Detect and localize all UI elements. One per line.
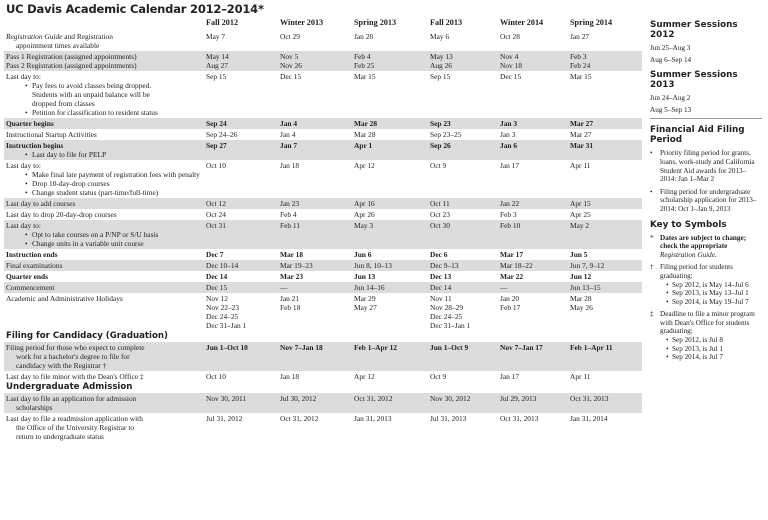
table-row (4, 282, 642, 293)
date-cell: Mar 18–22 (498, 260, 568, 271)
date-cell: Jun 8, 10–13 (352, 260, 428, 271)
section-heading: Filing for Candidacy (Graduation) (4, 331, 642, 342)
table-row (4, 342, 642, 371)
header-row (4, 16, 642, 31)
date-cell: Jun 13–15 (568, 282, 642, 293)
key-list (650, 234, 762, 362)
date-cell: Mar 15 (354, 72, 376, 81)
page-title: UC Davis Academic Calendar 2012–2014* (6, 2, 264, 16)
date-cell: Mar 15 (570, 72, 592, 81)
date-cell: Oct 31, 2012 (280, 414, 319, 423)
row-label (4, 51, 204, 71)
date-cell: Apr 1 (352, 140, 428, 160)
table-row (4, 271, 642, 282)
summer-2012-heading: Summer Sessions 2012 (650, 20, 738, 40)
date-cell: Jun 1–Oct 10 (204, 342, 278, 371)
date-cell: Feb 1–Apr 11 (568, 342, 642, 371)
row-label (4, 31, 204, 51)
row-label: Quarter begins (4, 118, 204, 129)
list-item: • Change units in a variable unit course (32, 239, 202, 248)
date-cell: Jun 6 (354, 250, 372, 259)
date-cell: Nov 12 Nov 22–23 Dec 24–25 Dec 31–Jan 1 (206, 294, 247, 330)
date-cell: Mar 22 (500, 272, 524, 281)
date-cell: Jan 21 Feb 18 (280, 294, 301, 312)
row-label: Last day to file an application for admission scholarships (4, 393, 204, 413)
date-cell: Jan 23 (278, 198, 352, 209)
table-row (4, 51, 642, 71)
date-cell: Oct 12 (204, 198, 278, 209)
date-cell: Jan 17 (500, 161, 520, 170)
bullet-list (6, 230, 202, 248)
date-cell: Mar 27 (570, 130, 592, 139)
list-item: • Change student status (part-time/full-time) (32, 188, 202, 197)
term-header: Fall 2012 (206, 18, 239, 27)
date-cell: — (278, 282, 352, 293)
sidebar (650, 20, 762, 368)
list-item: • Make final late payment of registration fees with penalty (32, 170, 202, 179)
summer-session: Aug 5–Sep 13 (650, 105, 692, 114)
date-cell: Dec 6 (430, 250, 448, 259)
row-label (4, 160, 204, 198)
date-cell: Dec 15 (204, 282, 278, 293)
calendar-table (4, 16, 642, 442)
date-cell: Jan 3 (498, 118, 568, 129)
sub-list (660, 281, 762, 307)
table-row (4, 220, 642, 249)
date-cell: Jan 27 (570, 32, 590, 41)
date-cell: Jan 4 (280, 130, 296, 139)
date-cell: Jan 31, 2013 (354, 414, 392, 423)
date-cell: Sep 26 (428, 140, 498, 160)
date-cell: Apr 12 (354, 161, 375, 170)
row-label: Filing period for those who expect to complete work for a bachelor's degree to file for candidacy with the Registrar † (4, 342, 204, 371)
sub-list (660, 336, 762, 362)
summer-2013-heading: Summer Sessions 2013 (650, 70, 738, 91)
date-cell: Dec 13 (430, 272, 452, 281)
table-row (4, 118, 642, 129)
list-item: • Petition for classification to resident status (32, 108, 202, 117)
row-label-text: Last day to: (6, 72, 41, 81)
date-cell: Sep 24 (204, 118, 278, 129)
date-cell: May 2 (568, 220, 642, 249)
date-cell: Jan 18 (280, 372, 300, 381)
date-cell: Oct 23 (430, 210, 450, 219)
date-cell: Feb 3 (500, 210, 517, 219)
date-cell: Dec 9–13 (428, 260, 498, 271)
row-label-text: Pass 1 Registration (assigned appointments) (6, 52, 137, 61)
date-cell: Jan 18 (280, 161, 300, 170)
list-item: • Priority filing period for grants, loans, work-study and California Student Aid awards for 2013–2014: Jan 1–Mar 2 (650, 149, 755, 184)
summer-session: Jun 24–Aug 2 (650, 94, 691, 103)
date-cell: Dec 10–14 (204, 260, 278, 271)
date-cell: Oct 10 (206, 372, 226, 381)
date-cell: Apr 12 (354, 372, 375, 381)
date-cell: Sep 15 (430, 72, 451, 81)
date-cell: Mar 28 (352, 118, 428, 129)
date-cell: Oct 31, 2013 (568, 393, 642, 413)
date-cell: Mar 17 (500, 250, 524, 259)
date-cell: Oct 10 (206, 161, 226, 170)
term-header: Winter 2014 (500, 18, 544, 27)
date-cell: Feb 11 (278, 220, 352, 249)
key-item-double-dagger: ‡ Deadline to file a minor program with Dean's Office for students graduating: • Sep 2012, is Jul 8 • Sep 2013, is Jul 1 • Sep 2014, is Jul 7 (650, 310, 762, 362)
date-cell: Oct 11 (428, 198, 498, 209)
divider (650, 118, 762, 119)
date-cell: Mar 18 (280, 250, 304, 259)
row-label: Last day to add courses (4, 198, 204, 209)
table-row (4, 249, 642, 260)
date-cell: Oct 31, 2013 (500, 414, 539, 423)
date-cell: Jan 28 (354, 32, 374, 41)
date-cell: — (498, 282, 568, 293)
date-cell: Nov 30, 2012 (428, 393, 498, 413)
date-cell: Sep 23–25 (430, 130, 462, 139)
list-item: • Drop 10-day-drop courses (32, 179, 202, 188)
table-row (4, 371, 642, 382)
date-cell: Jun 12 (570, 272, 592, 281)
date-cell: Apr 26 (354, 210, 375, 219)
date-cell: Nov 5 Nov 26 (278, 51, 352, 71)
row-label: Last day to file a readmission application with the Office of the University Registrar to return to undergraduate status (6, 414, 143, 441)
bullet-list (6, 150, 202, 159)
date-cell: Sep 23 (428, 118, 498, 129)
finaid-heading: Financial Aid Filing Period (650, 125, 745, 146)
date-cell: Mar 28 (354, 130, 376, 139)
list-item: • Sep 2014, is May 19–Jul 7 (666, 298, 762, 307)
table-row (4, 31, 642, 51)
row-label: Instructional Startup Activities (6, 130, 97, 139)
date-cell: Mar 19–23 (278, 260, 352, 271)
table-row (4, 393, 642, 413)
date-cell: Apr 25 (570, 210, 591, 219)
row-label: Academic and Administrative Holidays (6, 294, 123, 303)
date-cell: Jan 4 (278, 118, 352, 129)
list-item: • Last day to file for PELP (32, 150, 202, 159)
list-item: • Sep 2012, is Jul 8 (666, 336, 762, 345)
date-cell: Dec 15 (500, 72, 522, 81)
list-item: • Sep 2013, is May 13–Jul 1 (666, 289, 762, 298)
row-label-text: Instruction begins (6, 141, 64, 150)
date-cell: Oct 29 (280, 32, 300, 41)
date-cell: Jan 22 (498, 198, 568, 209)
guide-title: Registration Guide (6, 32, 63, 41)
row-label-text: Pass 2 Registration (assigned appointments) (6, 61, 137, 70)
date-cell: Jul 31, 2013 (430, 414, 467, 423)
date-cell: Nov 7–Jan 17 (498, 342, 568, 371)
date-cell: Jul 29, 2013 (498, 393, 568, 413)
row-label: Last day to drop 20-day-drop courses (6, 210, 117, 219)
date-cell: Jun 1–Oct 9 (428, 342, 498, 371)
date-cell: May 7 (206, 32, 226, 41)
date-cell: Oct 9 (430, 372, 447, 381)
date-cell: Nov 4 Nov 18 (498, 51, 568, 71)
date-cell: Jun 13 (354, 272, 376, 281)
bullet-list (6, 170, 202, 197)
date-cell: Oct 30 (428, 220, 498, 249)
date-cell: Feb 10 (498, 220, 568, 249)
date-cell: Jul 30, 2012 (278, 393, 352, 413)
date-cell: Oct 28 (500, 32, 520, 41)
date-cell: Jan 6 (498, 140, 568, 160)
date-cell: May 6 (430, 32, 450, 41)
row-label: Final examinations (4, 260, 204, 271)
date-cell: Jan 3 (500, 130, 516, 139)
row-label: Last day to file minor with the Dean's Office ‡ (6, 372, 144, 381)
summer-session: Jun 25–Aug 3 (650, 44, 691, 52)
date-cell: May 14 Aug 27 (204, 51, 278, 71)
date-cell: Sep 15 (206, 72, 227, 81)
list-item: • Sep 2012, is May 14–Jul 6 (666, 281, 762, 290)
date-cell: Oct 31, 2012 (352, 393, 428, 413)
date-cell: Dec 7 (206, 250, 224, 259)
date-cell: Dec 15 (280, 72, 302, 81)
table-row (4, 71, 642, 118)
table-row (4, 209, 642, 220)
date-cell: Nov 7–Jan 18 (278, 342, 352, 371)
date-cell: Mar 23 (280, 272, 304, 281)
date-cell: Feb 3 Feb 24 (568, 51, 642, 71)
date-cell: Jun 7, 9–12 (568, 260, 642, 271)
date-cell: Apr 11 (570, 161, 591, 170)
date-cell: Jan 17 (500, 372, 520, 381)
date-cell: Dec 14 (206, 272, 228, 281)
table-row (4, 260, 642, 271)
date-cell: Mar 27 (568, 118, 642, 129)
date-cell: Dec 14 (428, 282, 498, 293)
date-cell: Jan 31, 2014 (570, 414, 608, 423)
date-cell: Apr 16 (352, 198, 428, 209)
date-cell: Jan 20 Feb 17 (500, 294, 521, 312)
date-cell: Jun 14–16 (352, 282, 428, 293)
finaid-list (650, 149, 762, 213)
term-header: Spring 2013 (354, 18, 397, 27)
key-heading: Key to Symbols (650, 219, 727, 230)
term-header: Spring 2014 (570, 18, 613, 27)
date-cell: Mar 29 May 27 (354, 294, 377, 312)
table-row (4, 140, 642, 160)
table-row (4, 160, 642, 198)
table-row (4, 198, 642, 209)
date-cell: May 13 Aug 26 (428, 51, 498, 71)
date-cell: Jun 5 (570, 250, 588, 259)
row-label: Commencement (4, 282, 204, 293)
list-item: • Opt to take courses on a P/NP or S/U basis (32, 230, 202, 239)
date-cell: Oct 24 (206, 210, 226, 219)
date-cell: Apr 15 (568, 198, 642, 209)
row-label (4, 71, 204, 118)
date-cell: Feb 4 (280, 210, 297, 219)
row-label-text: Last day to: (6, 161, 41, 170)
date-cell: Oct 9 (430, 161, 447, 170)
date-cell: Feb 1–Apr 12 (352, 342, 428, 371)
table-row (4, 293, 642, 331)
key-item-dagger: † Filing period for students graduating: • Sep 2012, is May 14–Jul 6 • Sep 2013, is May 13–Jul 1 • Sep 2014, is May 19–Jul 7 (650, 263, 762, 306)
row-label: Instruction ends (6, 250, 58, 259)
date-cell: Mar 28 May 26 (570, 294, 593, 312)
date-cell: Jan 7 (278, 140, 352, 160)
date-cell: Mar 31 (568, 140, 642, 160)
row-label-text: appointment times available (16, 41, 100, 50)
table-row (4, 413, 642, 442)
row-label (4, 220, 204, 249)
term-header: Winter 2013 (280, 18, 324, 27)
header-blank (4, 16, 204, 31)
date-cell: Nov 30, 2011 (204, 393, 278, 413)
row-label-text: Last day to: (6, 221, 41, 230)
list-item: • Pay fees to avoid classes being dropped. Students with an unpaid balance will be dropped from classes (32, 81, 202, 108)
key-item-asterisk: * Dates are subject to change; check the appropriate Registration Guide. (650, 233, 747, 259)
list-item: • Sep 2014, is Jul 7 (666, 353, 762, 362)
date-cell: Sep 27 (204, 140, 278, 160)
row-label (4, 140, 204, 160)
list-item: • Filing period for undergraduate scholarship application for 2013–2014: Oct 1–Jan 9, 2013 (650, 187, 757, 213)
bullet-list (6, 81, 202, 117)
summer-session: Aug 6–Sep 14 (650, 55, 692, 64)
section-heading: Undergraduate Admission (4, 382, 642, 393)
row-label: Quarter ends (6, 272, 48, 281)
table-row (4, 129, 642, 140)
row-label-text: and Registration (62, 32, 113, 41)
date-cell: Feb 4 Feb 25 (352, 51, 428, 71)
date-cell: May 3 (352, 220, 428, 249)
section-heading-row (4, 382, 642, 393)
date-cell: Oct 31 (204, 220, 278, 249)
date-cell: Nov 11 Nov 28–29 Dec 24–25 Dec 31–Jan 1 (430, 294, 471, 330)
date-cell: Apr 11 (570, 372, 591, 381)
date-cell: Sep 24–26 (206, 130, 238, 139)
term-header: Fall 2013 (430, 18, 463, 27)
date-cell: Jul 31, 2012 (206, 414, 243, 423)
section-heading-row (4, 331, 642, 342)
list-item: • Sep 2013, is Jul 1 (666, 345, 762, 354)
